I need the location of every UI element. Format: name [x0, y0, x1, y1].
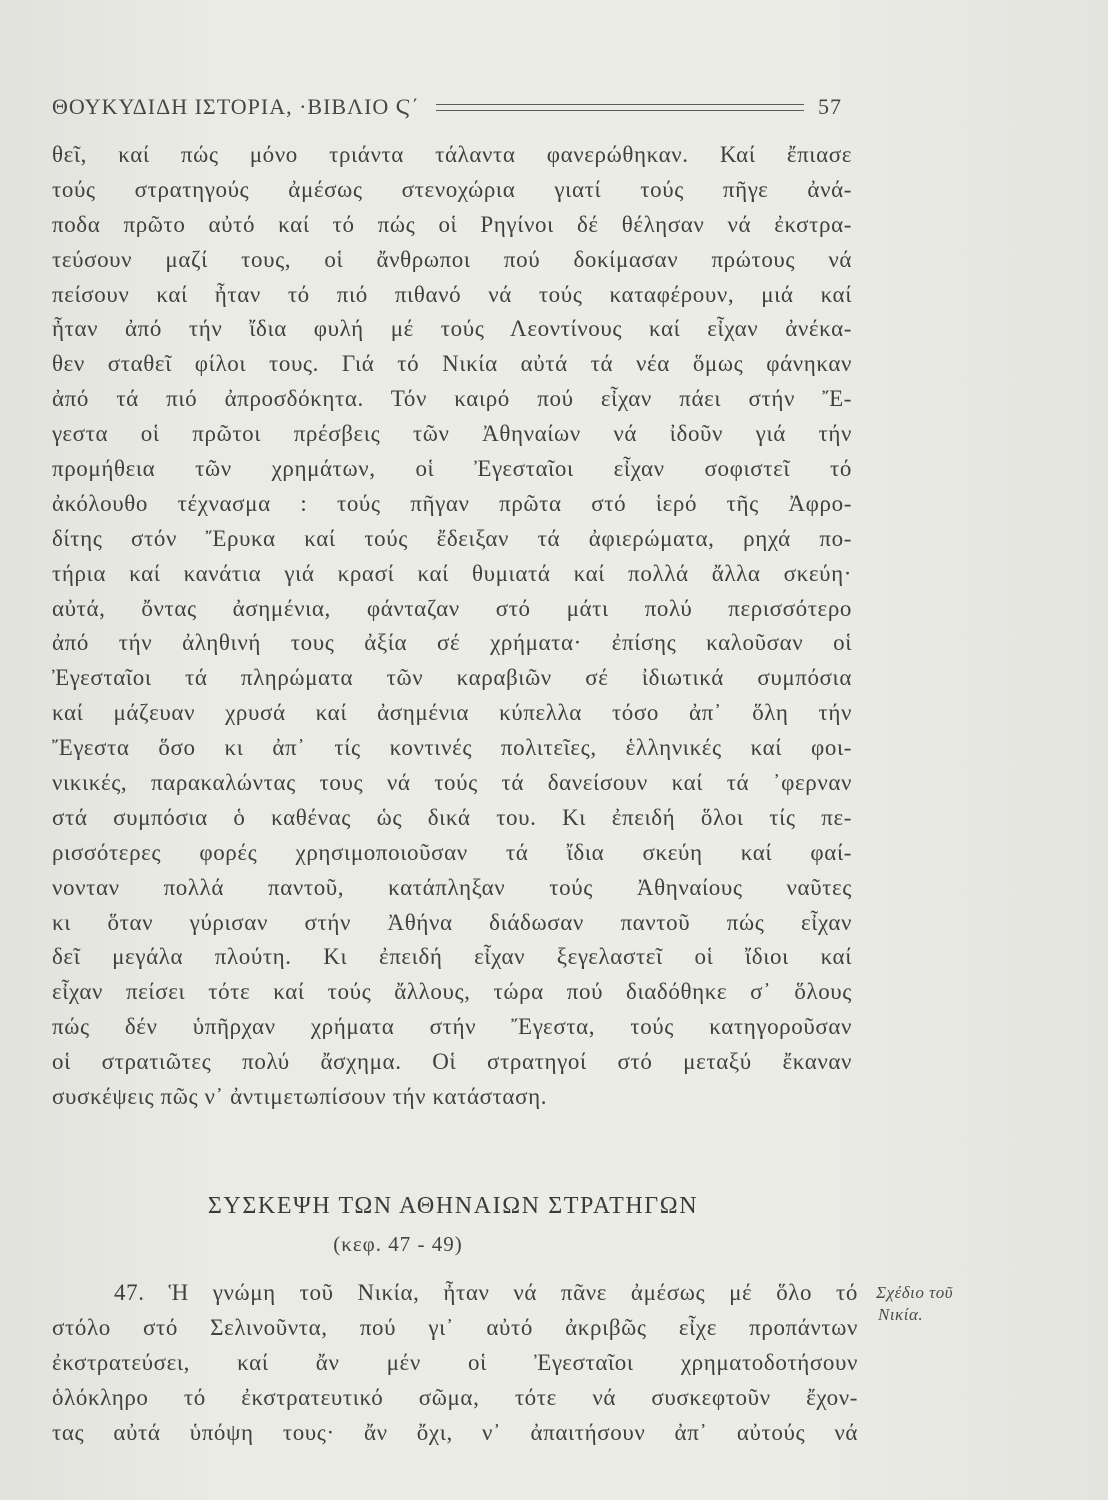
text-line: 47. Ἡ γνώμη τοῦ Νικία, ἦταν νά πᾶνε ἀμέσως μέ ὅλο τό [114, 1280, 858, 1305]
margin-note-line: Σχέδιο τοῦ [876, 1283, 954, 1302]
text-line: οἱ στρατιῶτες πολύ ἄσχημα. Οἱ στρατηγοί στό μεταξύ ἔκαναν [52, 1049, 852, 1075]
text-line: δεῖ μεγάλα πλούτη. Κι ἐπειδή εἶχαν ξεγελαστεῖ οἱ ἴδιοι καί [52, 944, 852, 970]
text-line: τήρια καί κανάτια γιά κρασί καί θυμιατά καί πολλά ἄλλα σκεύη· [52, 560, 852, 586]
text-line: ἐκστρατεύσει, καί ἄν μέν οἱ Ἐγεσταῖοι χρηματοδοτήσουν [52, 1349, 858, 1375]
text-line: εἶχαν πείσει τότε καί τούς ἄλλους, τώρα πού διαδόθηκε σ᾽ ὅλους [52, 979, 852, 1005]
text-line: θεν σταθεῖ φίλοι τους. Γιά τό Νικία αὐτά τά νέα ὅμως φάνηκαν [52, 351, 852, 377]
section-chapter-range: (κεφ. 47 - 49) [333, 1232, 463, 1256]
text-line: ἀπό τήν ἀληθινή τους ἀξία σέ χρήματα· ἐπίσης καλοῦσαν οἱ [52, 630, 852, 656]
text-line: ὁλόκληρο τό ἐκστρατευτικό σῶμα, τότε νά συσκεφτοῦν ἔχον- [52, 1384, 858, 1410]
text-line: κι ὅταν γύρισαν στήν Ἀθήνα διάδωσαν παντοῦ πώς εἶχαν [52, 909, 852, 935]
text-line: προμήθεια τῶν χρημάτων, οἱ Ἐγεσταῖοι εἶχαν σοφιστεῖ τό [52, 456, 852, 482]
text-line: τούς στρατηγούς ἀμέσως στενοχώρια γιατί τούς πῆγε ἀνά- [52, 176, 852, 202]
running-header [52, 92, 842, 122]
text-line: ἀπό τά πιό ἀπροσδόκητα. Τόν καιρό πού εἶχαν πάει στήν Ἔ- [52, 386, 852, 412]
text-line: ἦταν ἀπό τήν ἴδια φυλή μέ τούς Λεοντίνους καί εἶχαν ἀνέκα- [52, 316, 852, 342]
text-line: πώς δέν ὑπῆρχαν χρήματα στήν Ἔγεστα, τούς κατηγοροῦσαν [52, 1014, 852, 1040]
header-double-rule [436, 104, 804, 111]
main-paragraph [52, 138, 852, 1115]
text-line: γεστα οἱ πρῶτοι πρέσβεις τῶν Ἀθηναίων νά ἰδοῦν γιά τήν [52, 421, 852, 447]
margin-note [876, 1282, 986, 1326]
text-line: καί μάζευαν χρυσά καί ἀσημένια κύπελλα τόσο ἀπ᾽ ὅλη τήν [52, 700, 852, 726]
text-line: Ἔγεστα ὅσο κι ἀπ᾽ τίς κοντινές πολιτεῖες, ἑλληνικές καί φοι- [52, 735, 852, 761]
text-line: πείσουν καί ἦταν τό πιό πιθανό νά τούς καταφέρουν, μιά καί [52, 281, 852, 307]
text-line: συσκέψεις πῶς ν᾽ ἀντιμετωπίσουν τήν κατάσταση. [52, 1084, 548, 1110]
running-title: ΘΟΥΚΥΔΙΔΗ ΙΣΤΟΡΙΑ, ·ΒΙΒΛΙΟ Ϛ΄ [52, 94, 420, 119]
margin-note-line: Νικία. [878, 1305, 924, 1324]
text-line: ἀκόλουθο τέχνασμα : τούς πῆγαν πρῶτα στό ἱερό τῆς Ἀφρο- [52, 490, 852, 516]
text-line: ρισσότερες φορές χρησιμοποιοῦσαν τά ἴδια σκεύη καί φαί- [52, 839, 852, 865]
text-line: τεύσουν μαζί τους, οἱ ἄνθρωποι πού δοκίμασαν πρώτους νά [52, 246, 852, 272]
page-number: 57 [818, 94, 842, 119]
text-line: τας αὐτά ὑπόψη τους· ἄν ὄχι, ν᾽ ἀπαιτήσουν ἀπ᾽ αὐτούς νά [52, 1419, 858, 1445]
section-paragraph [52, 1276, 858, 1450]
text-line: ποδα πρῶτο αὐτό καί τό πώς οἱ Ρηγίνοι δέ θέλησαν νά ἐκστρα- [52, 211, 852, 237]
text-line: δίτης στόν Ἔρυκα καί τούς ἔδειξαν τά ἀφιερώματα, ρηχά πο- [52, 525, 852, 551]
text-line: θεῖ, καί πώς μόνο τριάντα τάλαντα φανερώθηκαν. Καί ἔπιασε [52, 142, 852, 167]
text-line: Ἐγεσταῖοι τά πληρώματα τῶν καραβιῶν σέ ἰδιωτικά συμπόσια [52, 665, 852, 691]
text-line: νονταν πολλά παντοῦ, κατάπληξαν τούς Ἀθηναίους ναῦτες [52, 874, 852, 900]
text-line: στόλο στό Σελινοῦντα, πού γι᾽ αὐτό ἀκριβῶς εἶχε προπάντων [52, 1314, 858, 1340]
text-line: στά συμπόσια ὁ καθένας ὡς δικά του. Κι ἐπειδή ὅλοι τίς πε- [52, 804, 852, 830]
text-line: αὐτά, ὄντας ἀσημένια, φάνταζαν στό μάτι πολύ περισσότερο [52, 595, 852, 621]
text-line: νικικές, παρακαλώντας τους νά τούς τά δανείσουν καί τά ᾽φερναν [52, 770, 852, 796]
section-heading: ΣΥΣΚΕΨΗ ΤΩΝ ΑΘΗΝΑΙΩΝ ΣΤΡΑΤΗΓΩΝ [207, 1193, 699, 1219]
